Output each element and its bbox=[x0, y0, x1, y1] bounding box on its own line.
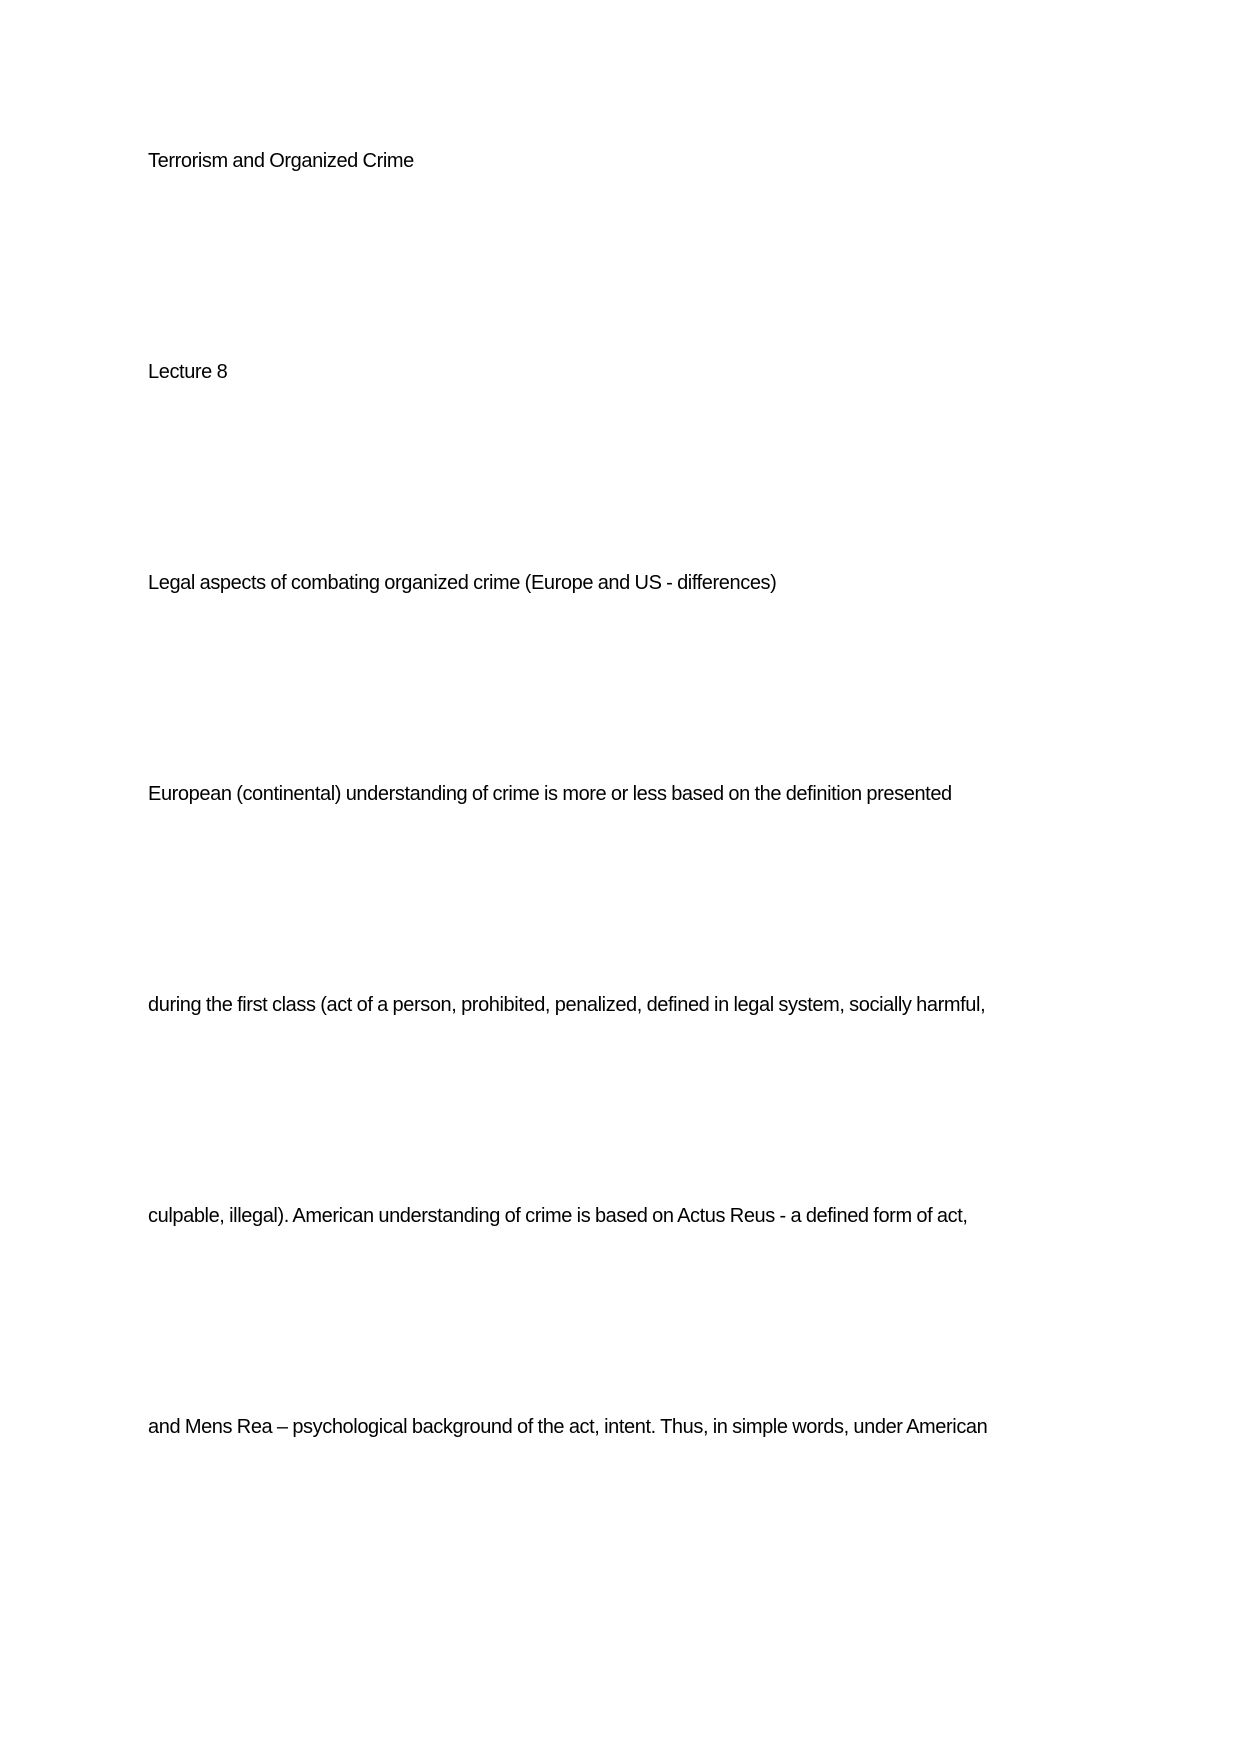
document-title: Terrorism and Organized Crime bbox=[148, 150, 414, 172]
body-line-2: during the first class (act of a person, prohibited, penalized, defined in legal system, socially harmful, bbox=[148, 994, 986, 1016]
lecture-number: Lecture 8 bbox=[148, 361, 228, 383]
body-line-3: culpable, illegal). American understanding of crime is based on Actus Reus - a defined form of act, bbox=[148, 1205, 968, 1227]
body-line-4: and Mens Rea – psychological background of the act, intent. Thus, in simple words, under American bbox=[148, 1416, 988, 1438]
section-heading: Legal aspects of combating organized crime (Europe and US - differences) bbox=[148, 572, 777, 594]
body-line-1: European (continental) understanding of crime is more or less based on the definition presented bbox=[148, 783, 952, 805]
